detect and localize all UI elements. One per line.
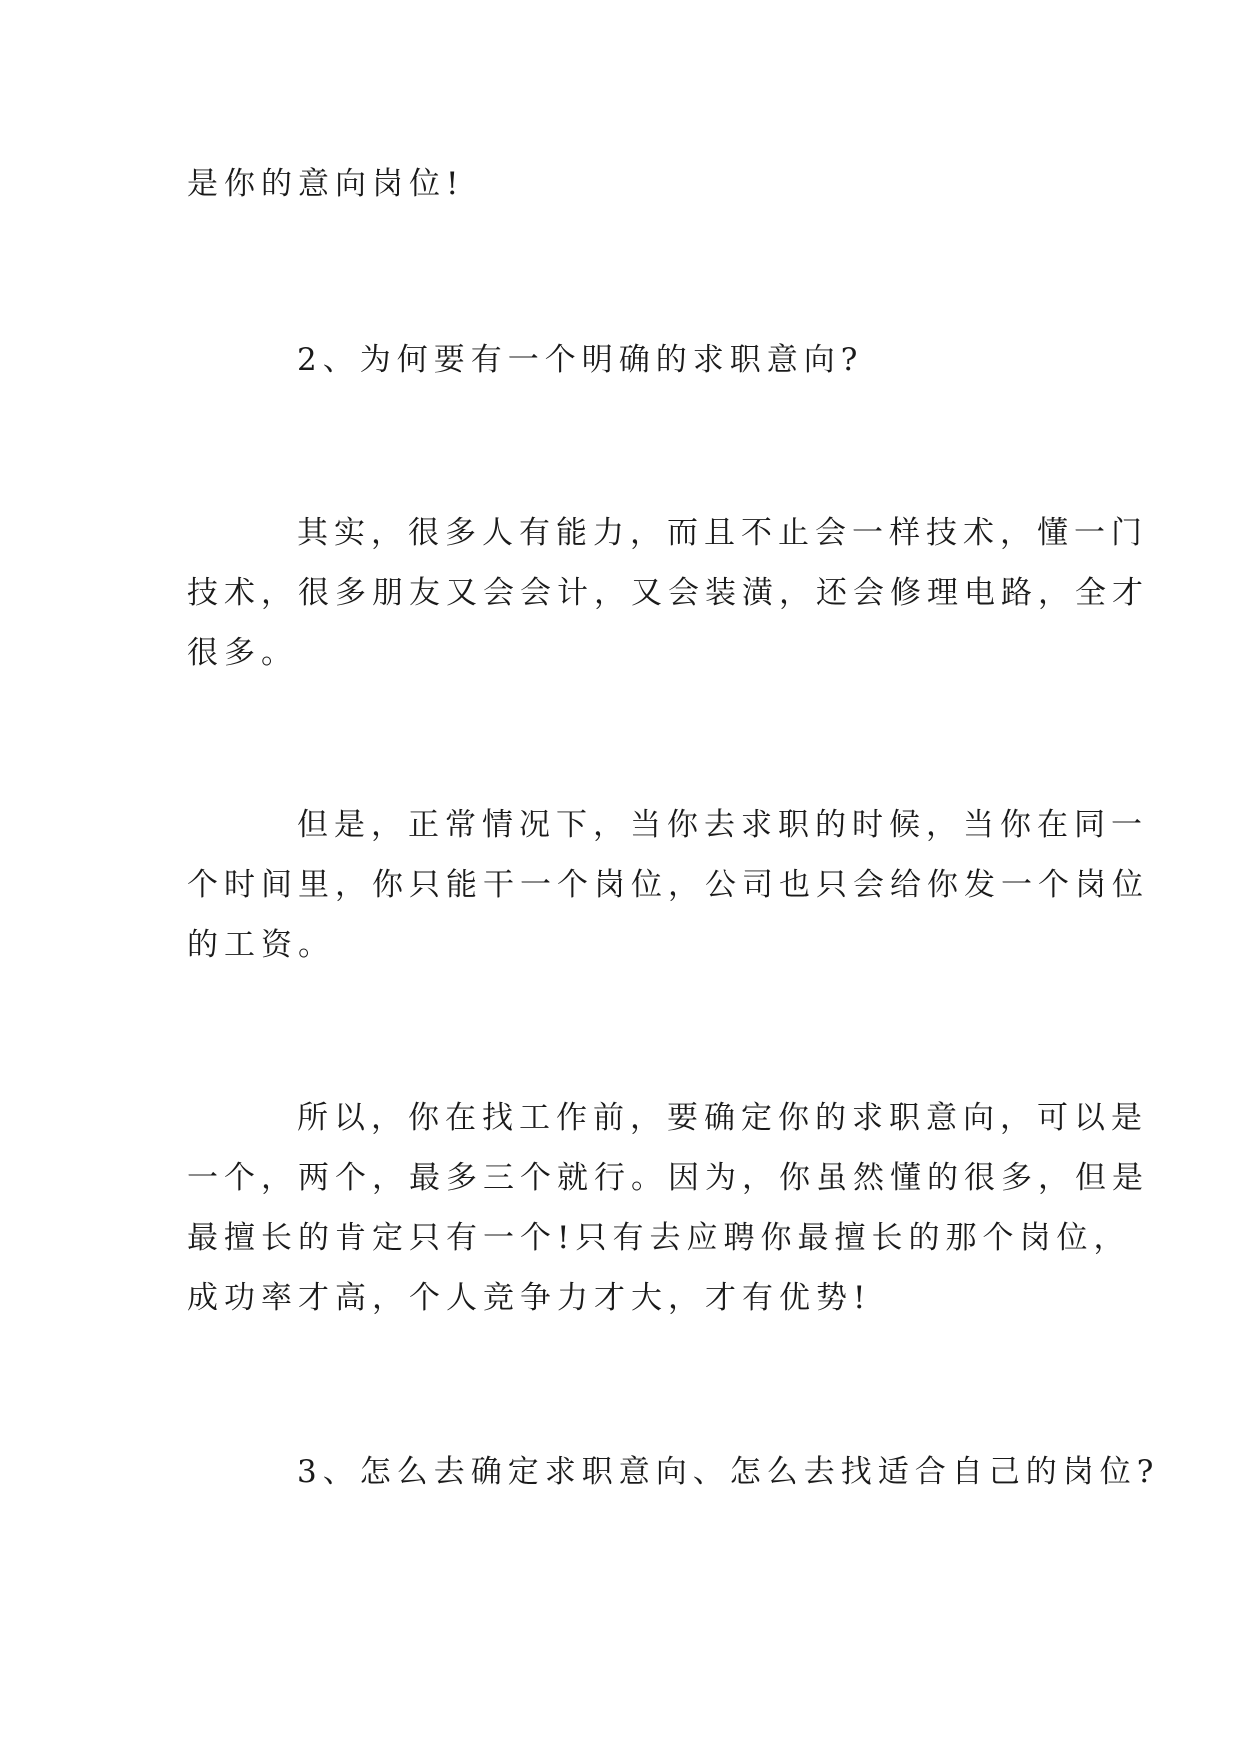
paragraph-3-line-4: 成功率才高，个人竞争力才大，才有优势! bbox=[187, 1280, 872, 1316]
section-heading-3: 3、怎么去确定求职意向、怎么去找适合自己的岗位? bbox=[297, 1454, 1160, 1490]
paragraph-2-line-2: 个时间里，你只能干一个岗位，公司也只会给你发一个岗位 bbox=[187, 867, 1149, 903]
paragraph-3-line-2: 一个，两个，最多三个就行。因为，你虽然懂的很多，但是 bbox=[187, 1160, 1149, 1196]
paragraph-2-line-3: 的工资。 bbox=[187, 927, 335, 963]
paragraph-2-line-1: 但是，正常情况下，当你去求职的时候，当你在同一 bbox=[297, 807, 1148, 843]
paragraph-3-line-1: 所以，你在找工作前，要确定你的求职意向，可以是 bbox=[297, 1100, 1148, 1136]
paragraph-1-line-3: 很多。 bbox=[187, 635, 298, 671]
paragraph-3-line-3: 最擅长的肯定只有一个!只有去应聘你最擅长的那个岗位， bbox=[187, 1220, 1131, 1256]
paragraph-1-line-2: 技术，很多朋友又会会计，又会装潢，还会修理电路，全才 bbox=[187, 575, 1149, 611]
paragraph-continuation-line: 是你的意向岗位! bbox=[187, 166, 465, 202]
paragraph-1-line-1: 其实，很多人有能力，而且不止会一样技术，懂一门 bbox=[297, 515, 1148, 551]
section-heading-2: 2、为何要有一个明确的求职意向? bbox=[297, 342, 864, 378]
